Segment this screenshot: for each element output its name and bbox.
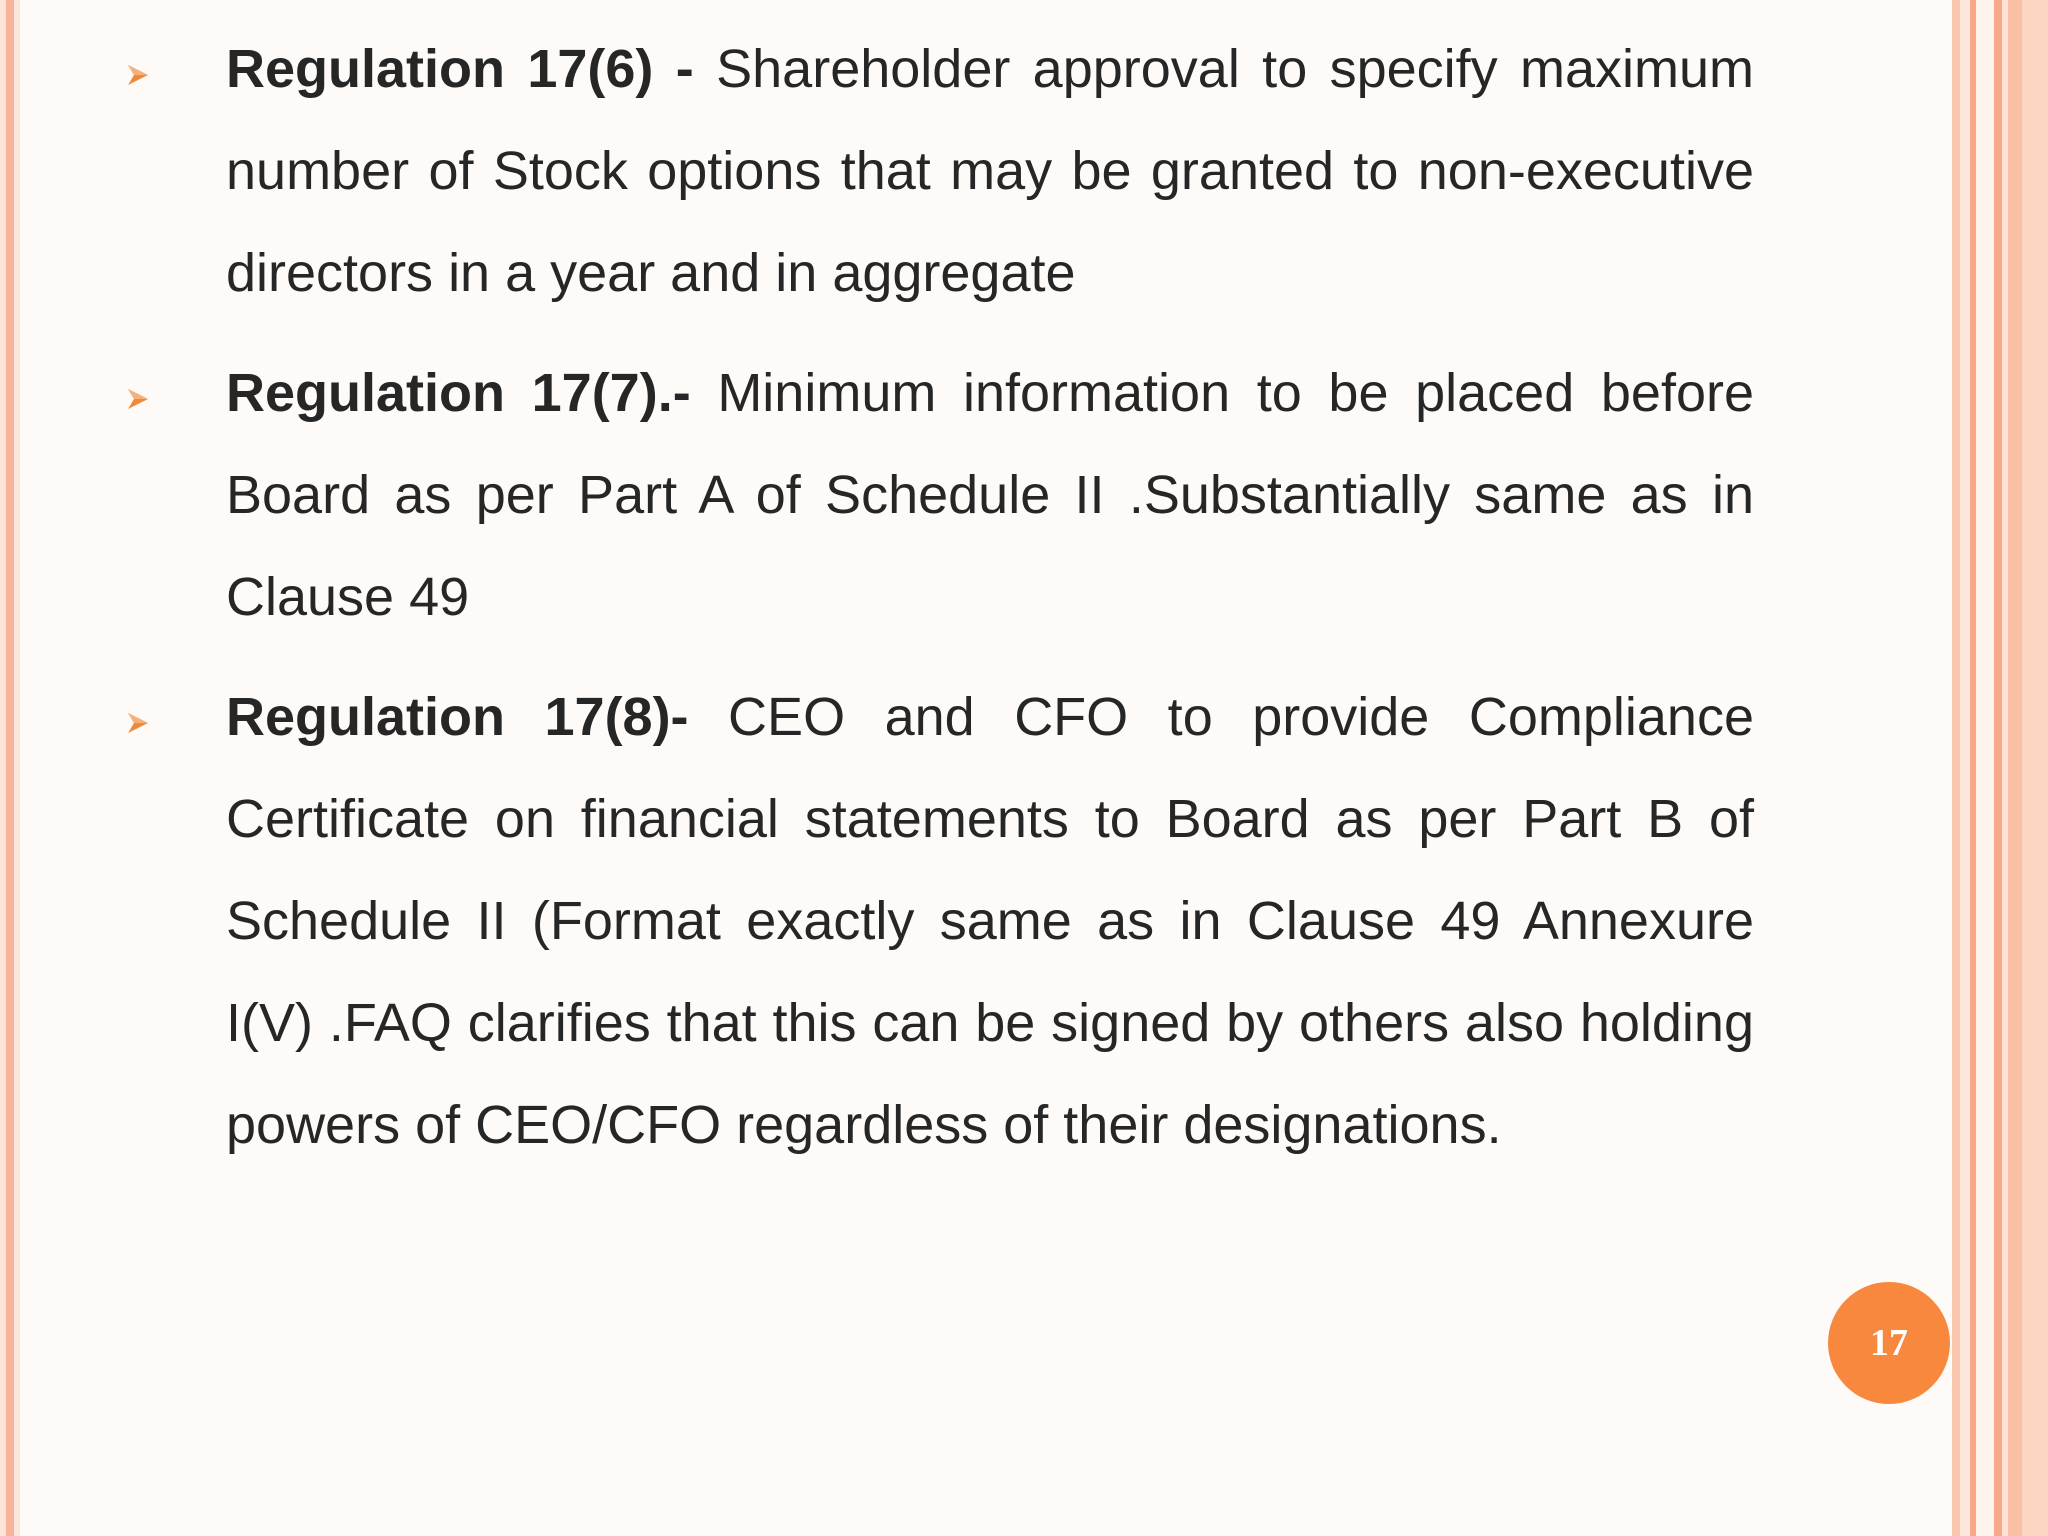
regulation-description: CEO and CFO to provide Compliance Certificate on financial statements to Board as per Part B of Schedule II (Format exactly same as in Clause 49 Annexure I(V) .FAQ clarifies that this can be signed by others also holding powers of CEO/CFO regardless of their designations. — [226, 687, 1754, 1155]
regulation-description: Shareholder approval to specify maximum number of Stock options that may be granted to non-executive directors in a year and in aggregate — [226, 39, 1755, 303]
regulation-heading: Regulation 17(8)- — [226, 687, 689, 747]
arrowhead-bullet-icon — [124, 709, 152, 737]
regulation-description: Minimum information to be placed before Board as per Part A of Schedule II .Substantially same as in Clause 49 — [226, 363, 1754, 627]
regulation-heading: Regulation 17(6) - — [226, 39, 694, 99]
page-number: 17 — [1870, 1322, 1908, 1364]
bullet-text — [226, 342, 1754, 648]
right-decorative-border — [1952, 0, 2048, 1536]
page-number-badge — [1828, 1282, 1950, 1404]
arrowhead-bullet-icon — [124, 385, 152, 413]
arrowhead-bullet-icon — [124, 61, 152, 89]
bullet-text — [226, 18, 1754, 324]
regulation-heading: Regulation 17(7).- — [226, 363, 691, 423]
bullet-text — [226, 666, 1754, 1176]
